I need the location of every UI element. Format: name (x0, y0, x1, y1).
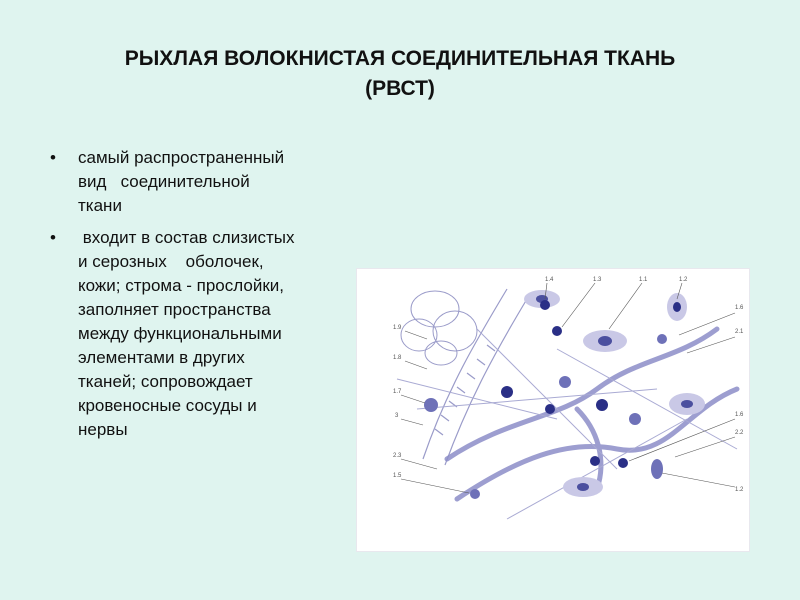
figure-label: 2.2 (735, 430, 744, 436)
figure-label: 1.6 (735, 412, 744, 418)
bullet-marker: • (50, 228, 56, 247)
slide-title-line2: (РВСТ) (365, 77, 435, 100)
figure-label: 2.1 (735, 329, 744, 335)
cells (424, 290, 705, 499)
figure-label: 1.5 (393, 473, 402, 479)
blood-vessel (423, 289, 527, 465)
figure-label: 2.3 (393, 453, 402, 459)
figure-label: 1.1 (639, 277, 648, 283)
figure-label: 3 (395, 413, 399, 419)
slide-title-line1: РЫХЛАЯ ВОЛОКНИСТАЯ СОЕДИНИТЕЛЬНАЯ ТКАНЬ (124, 47, 676, 70)
fat-cells (401, 291, 477, 365)
bullet-text: самый распространенный вид соединительной ткани (78, 148, 285, 215)
figure-label: 1.8 (393, 355, 402, 361)
figure-label: 1.4 (545, 277, 554, 283)
bullet-list (44, 146, 374, 450)
tissue-illustration (356, 268, 750, 552)
figure-label: 1.3 (593, 277, 602, 283)
figure-label: 1.9 (393, 325, 402, 331)
bullet-item (44, 226, 374, 442)
figure-label: 1.2 (735, 487, 744, 493)
slide-title (20, 44, 780, 104)
tissue-drawing (357, 269, 749, 551)
bullet-marker: • (50, 148, 56, 167)
bullet-item (44, 146, 374, 218)
figure-label: 1.7 (393, 389, 402, 395)
bullet-text: входит в состав слизистых и серозных оболочек, кожи; строма - прослойки, заполняет пространства между функциональными элементами в других тканей; сопровождает кровеносные сосуды и нервы (78, 228, 295, 439)
figure-label: 1.2 (679, 277, 688, 283)
figure-label: 1.6 (735, 305, 744, 311)
